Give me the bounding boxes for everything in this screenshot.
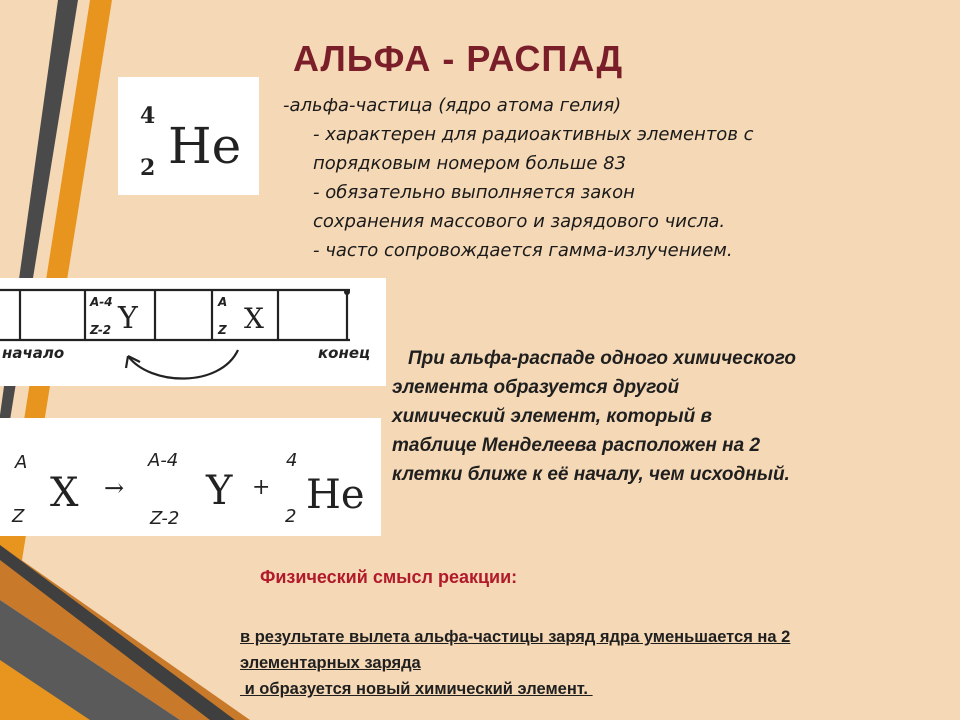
parent-symbol: X	[244, 302, 264, 335]
explanation-line: таблице Менделеева расположен на 2	[392, 435, 761, 456]
eq-particle-charge: 2	[285, 506, 297, 527]
eq-arrow: →	[104, 474, 125, 502]
product-symbol: Y	[118, 301, 138, 336]
eq-product-mass: A-4	[148, 450, 179, 471]
eq-particle-symbol: He	[306, 472, 365, 518]
table-start-label: начало	[2, 344, 65, 362]
eq-parent-mass: A	[15, 452, 28, 473]
description-line: порядковым номером больше 83	[313, 153, 627, 174]
eq-parent-symbol: X	[50, 470, 79, 516]
table-end-dot	[344, 289, 350, 295]
parent-charge-label: Z	[218, 323, 227, 337]
meaning-line: в результате вылета альфа-частицы заряд ядра уменьшается на 2	[240, 628, 791, 646]
helium-mass-number: 4	[140, 103, 156, 129]
parent-mass-label: A	[218, 295, 228, 309]
meaning-line: элементарных заряда	[240, 654, 421, 672]
eq-plus: +	[252, 475, 271, 500]
eq-product-symbol: Y	[206, 468, 233, 514]
product-mass-label: A-4	[90, 295, 113, 309]
decay-explanation	[392, 344, 912, 489]
eq-parent-charge: Z	[12, 506, 25, 527]
physical-meaning-text	[240, 624, 952, 702]
meaning-line: и образуется новый химический элемент.	[240, 680, 593, 698]
explanation-line: клетки ближе к её началу, чем исходный.	[392, 464, 790, 485]
table-row-outline	[0, 290, 350, 340]
helium-symbol-image	[118, 77, 259, 195]
description-line: -альфа-частица (ядро атома гелия)	[283, 95, 622, 116]
eq-product-charge: Z-2	[150, 508, 180, 529]
table-end-label: конец	[318, 344, 371, 362]
description-line: - характерен для радиоактивных элементов с	[313, 124, 754, 145]
eq-particle-mass: 4	[286, 450, 298, 471]
physical-meaning-heading: Физический смысл реакции:	[260, 567, 518, 587]
periodic-table-scheme-image	[0, 278, 386, 386]
explanation-line: элемента образуется другой	[392, 377, 680, 398]
page-title: АЛЬФА - РАСПАД	[293, 38, 624, 79]
helium-atomic-number: 2	[140, 155, 156, 181]
product-charge-label: Z-2	[90, 323, 112, 337]
alpha-particle-description	[283, 91, 923, 265]
description-line: - обязательно выполняется закон	[313, 182, 635, 203]
explanation-line: химический элемент, который в	[392, 406, 712, 427]
explanation-line: При альфа-распаде одного химического	[408, 348, 797, 369]
description-line: сохранения массового и зарядового числа.	[313, 211, 726, 232]
decay-equation-image	[0, 418, 381, 536]
shift-arrow-curve	[128, 350, 238, 379]
description-line: - часто сопровождается гамма-излучением.	[313, 240, 733, 261]
helium-element-symbol: He	[168, 117, 242, 175]
